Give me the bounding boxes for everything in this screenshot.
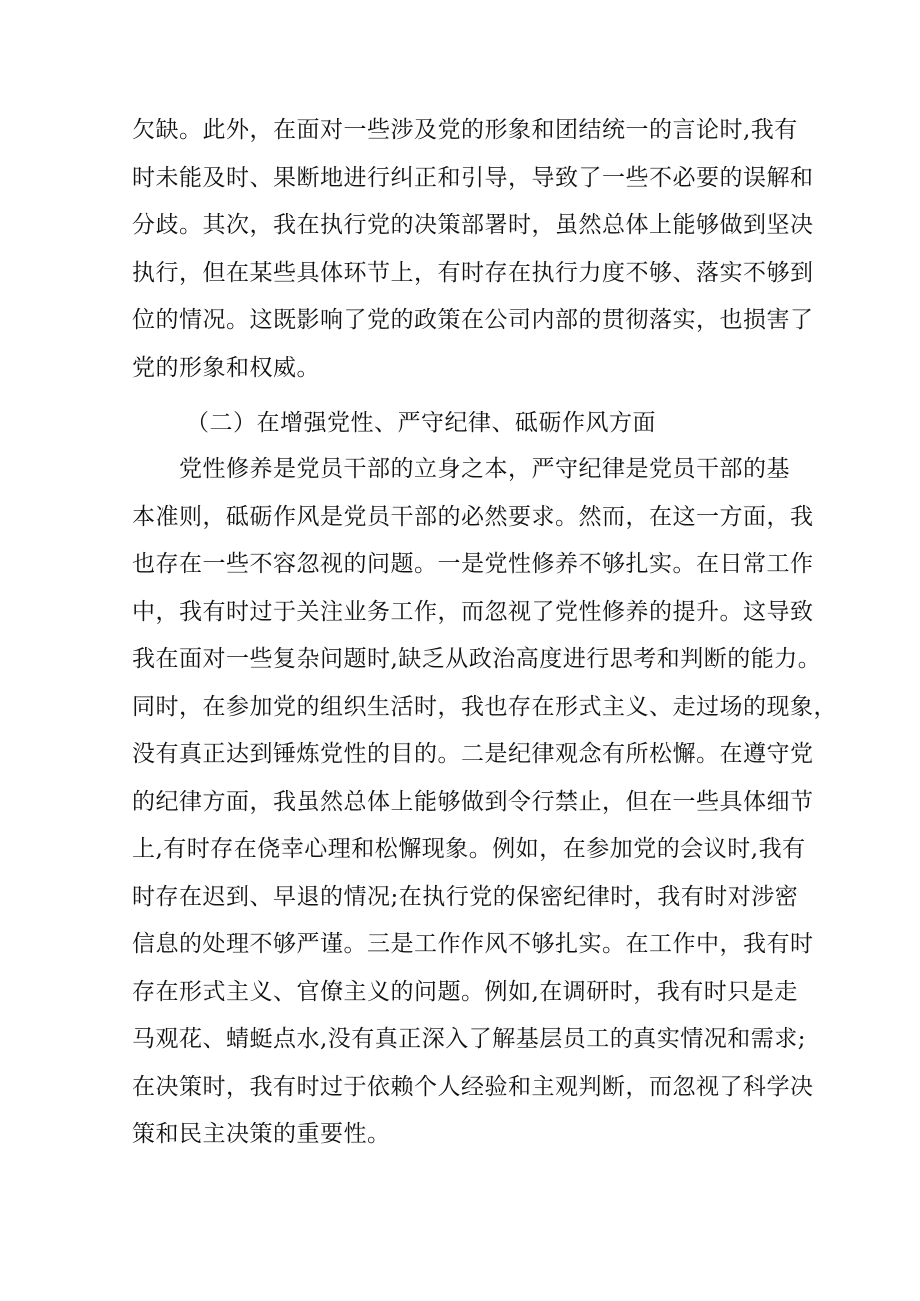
paragraph-1-line: 时未能及时、果断地进行纠正和引导，导致了一些不必要的误解和: [132, 164, 814, 191]
paragraph-2-line: 存在形式主义、官僚主义的问题。例如,在调研时，我有时只是走: [132, 978, 798, 1005]
paragraph-1-line: 执行，但在某些具体环节上，有时存在执行力度不够、落实不够到: [132, 259, 814, 286]
paragraph-1-line: 欠缺。此外，在面对一些涉及党的形象和团结统一的言论时,我有: [132, 117, 798, 143]
paragraph-2-line: 本准则，砥砺作风是党员干部的必然要求。然而，在这一方面，我: [132, 503, 814, 530]
paragraph-1: [132, 107, 814, 392]
paragraph-2-line: 的纪律方面，我虽然总体上能够做到令行禁止，但在一些具体细节: [132, 788, 814, 815]
paragraph-2-line: 时存在迟到、早退的情况;在执行党的保密纪律时，我有时对涉密: [132, 883, 799, 910]
paragraph-2-line: 策和民主决策的重要性。: [132, 1121, 391, 1147]
paragraph-2-line: 上,有时存在侥幸心理和松懈现象。例如，在参加党的会议时,我有: [132, 836, 806, 862]
paragraph-2-line: 同时，在参加党的组织生活时，我也存在形式主义、走过场的现象，: [132, 693, 837, 720]
paragraph-1-line: 党的形象和权威。: [132, 354, 320, 381]
paragraph-1-line: 分歧。其次，我在执行党的决策部署时，虽然总体上能够做到坚决: [132, 212, 814, 238]
paragraph-2-line: 也存在一些不容忽视的问题。一是党性修养不够扎实。在日常工作: [132, 551, 814, 577]
paragraph-2-line: 在决策时，我有时过于依赖个人经验和主观判断，而忽视了科学决: [132, 1073, 814, 1100]
paragraph-2: [132, 446, 837, 1159]
paragraph-2-line: 中，我有时过于关注业务工作，而忽视了党性修养的提升。这导致: [132, 598, 814, 625]
paragraph-2-line: 马观花、蜻蜓点水,没有真正深入了解基层员工的真实情况和需求;: [132, 1026, 807, 1052]
paragraph-2-line: 党性修养是党员干部的立身之本，严守纪律是党员干部的基: [132, 456, 790, 482]
paragraph-2-line: 信息的处理不够严谨。三是工作作风不够扎实。在工作中，我有时: [132, 931, 814, 957]
paragraph-2-line: 没有真正达到锤炼党性的目的。二是纪律观念有所松懈。在遵守党: [132, 741, 814, 767]
paragraph-2-line: 我在面对一些复杂问题时,缺乏从政治高度进行思考和判断的能力。: [132, 646, 822, 672]
paragraph-1-line: 位的情况。这既影响了党的政策在公司内部的贯彻落实，也损害了: [132, 307, 814, 333]
section-heading: （二）在增强党性、严守纪律、砥砺作风方面: [186, 410, 656, 436]
